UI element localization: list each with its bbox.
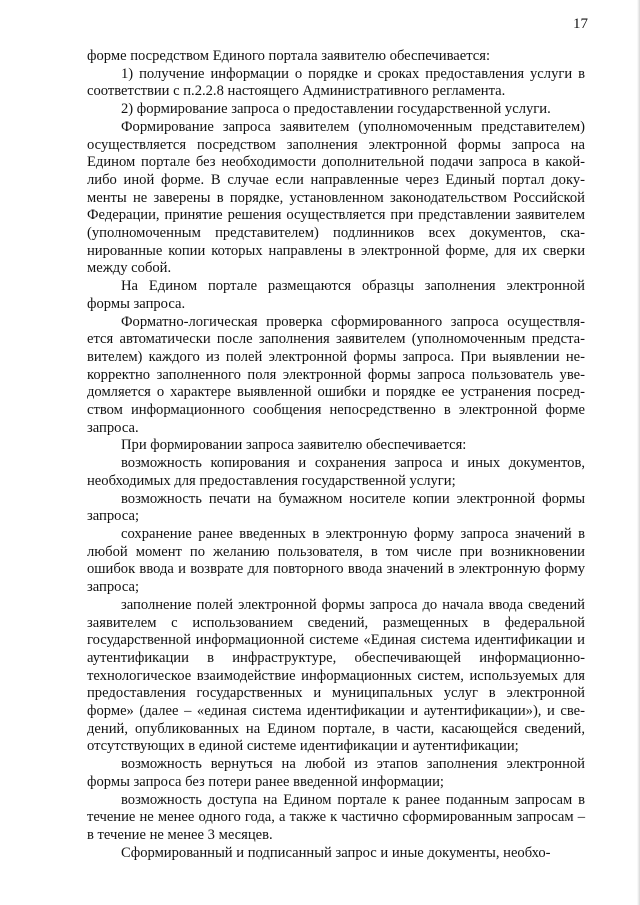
paragraph-format-check: Форматно-логическая проверка сформированного запроса осуществляется автоматически после заполнения заявителем (уполномоченным представителем) каждого из полей электронной формы запроса. При выявлении некорректно заполненного поля электронной формы запроса пользователь уведомляется о характере выявленной ошибки и порядке ее устранения посредством информационного сообщения непосредственно в электронной форме запроса. bbox=[87, 313, 585, 436]
list-item-saving: сохранение ранее введенных в электронную форму запроса значений в любой момент по желанию пользователя, в том числе при возникновении ошибок ввода и возврате для повторного ввода значений в электронную форму запроса; bbox=[87, 525, 585, 596]
page-number: 17 bbox=[573, 16, 588, 32]
list-item-information: 1) получение информации о порядке и сроках предоставления услуги в соответствии с п.2.2.8 настоящего Административного регламента. bbox=[87, 65, 585, 100]
document-body bbox=[87, 48, 585, 862]
list-item-request-forming: 2) формирование запроса о предоставлении государственной услуги. bbox=[121, 101, 551, 118]
list-item-printing: возможность печати на бумажном носителе копии электронной формы запроса; bbox=[87, 490, 585, 525]
list-item-access: возможность доступа на Едином портале к ранее поданным запросам в течение не менее одного года, а также к частично сформированным запросам – в течение не менее 3 месяцев. bbox=[87, 791, 585, 843]
paragraph-samples: На Едином портале размещаются образцы заполнения электронной формы запроса. bbox=[87, 278, 585, 312]
list-item-copying: возможность копирования и сохранения запроса и иных документов, необходимых для предоставления государственной услуги; bbox=[87, 455, 585, 489]
list-item-prefill: заполнение полей электронной формы запроса до начала ввода сведений заявителем с использованием сведений, размещенных в федеральной государственной информационной системе «Единая система идентификации и аутентификации в инфраструктуре, обеспечивающей информационно-технологическое взаимодействие информационных систем, используемых для предоставления государственных и муниципальных услуг в электронной форме» (далее – «единая система идентификации и аутентификации»), и сведений, опубликованных на Едином портале, в части, касающейся сведений, отсутствующих в единой системе идентификации и аутентификации; bbox=[87, 596, 585, 755]
paragraph-continuation: форме посредством Единого портала заявителю обеспечивается: bbox=[87, 48, 491, 64]
paragraph-signed-request: Сформированный и подписанный запрос и иные документы, необхо- bbox=[121, 844, 551, 861]
list-item-return: возможность вернуться на любой из этапов заполнения электронной формы запроса без потери ранее введенной информации; bbox=[87, 756, 585, 790]
paragraph-forming-intro: При формировании запроса заявителю обеспечивается: bbox=[121, 437, 467, 454]
paragraph-request-forming: Формирование запроса заявителем (уполномоченным представителем) осуществляется посредством заполнения электронной формы запроса на Едином портале без необходимости дополнительной подачи запроса в какой-либо иной форме. В случае если направленные через Единый портал документы не заверены в порядке, установленном законодательством Российской Федерации, принятие решения осуществляется при представлении заявителем (уполномоченным представителем) подлинников всех документов, сканированные копии которых направлены в электронной форме, для их сверки между собой. bbox=[87, 118, 585, 277]
